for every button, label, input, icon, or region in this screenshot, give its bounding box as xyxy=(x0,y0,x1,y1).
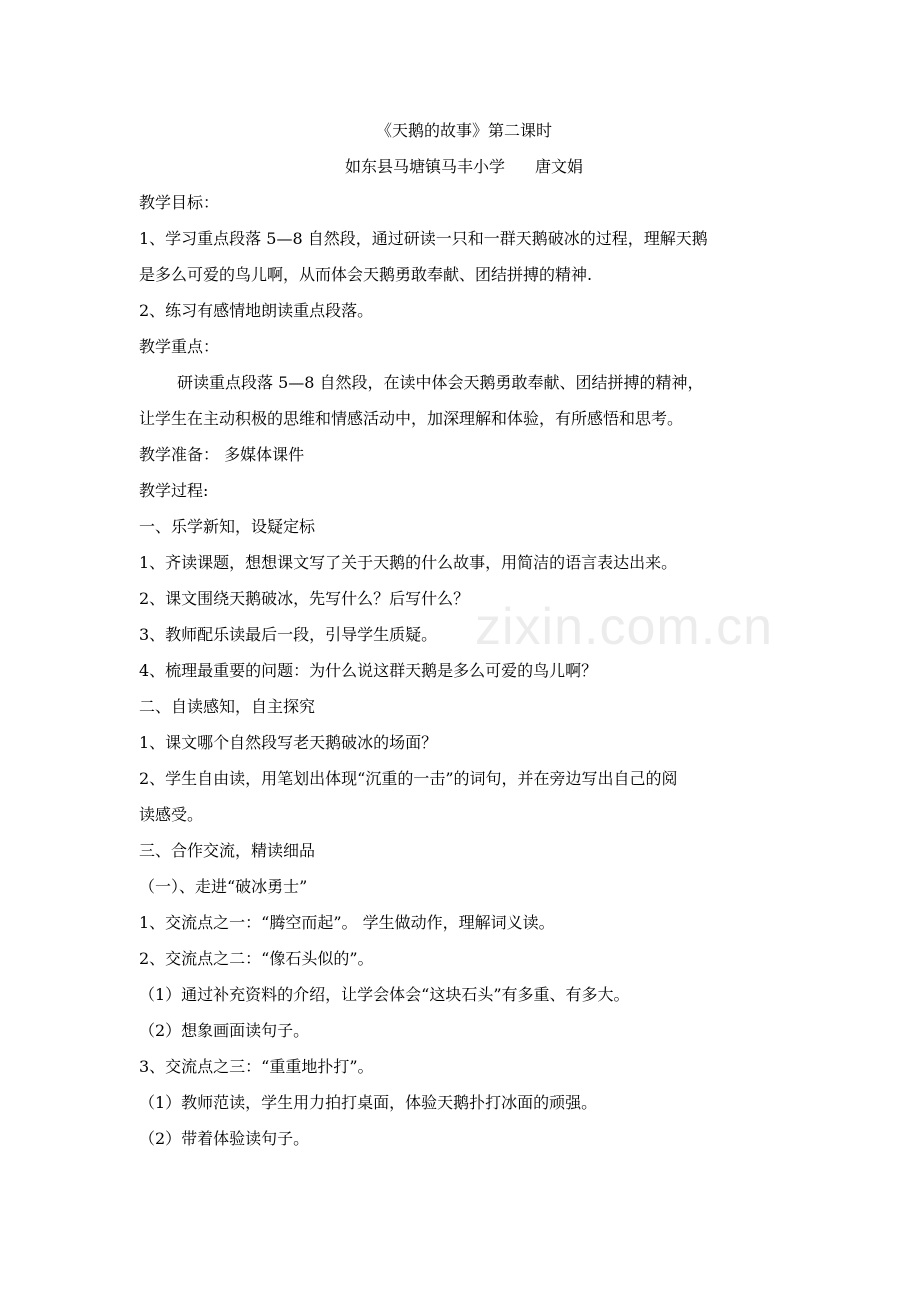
section-2-item-2-line-1: 2、学生自由读，用笔划出体现“沉重的一击”的词句，并在旁边写出自己的阅 xyxy=(139,769,678,788)
heading-key-points: 教学重点： xyxy=(139,337,220,356)
section-3-heading: 三、合作交流，精读细品 xyxy=(139,841,316,860)
document-title: 《天鹅的故事》第二课时 xyxy=(375,121,552,140)
key-points-line-1: 研读重点段落 5—8 自然段，在读中体会天鹅勇敢奉献、团结拼搏的精神， xyxy=(177,373,704,392)
section-2-item-1: 1、课文哪个自然段写老天鹅破冰的场面？ xyxy=(139,733,438,752)
section-1-heading: 一、乐学新知，设疑定标 xyxy=(139,517,316,536)
heading-process: 教学过程: xyxy=(139,481,209,500)
watermark: zixin.com.cn xyxy=(475,598,774,656)
heading-preparation: 教学准备： 多媒体课件 xyxy=(139,445,305,464)
objective-1-line-2: 是多么可爱的鸟儿啊，从而体会天鹅勇敢奉献、团结拼搏的精神. xyxy=(139,265,593,284)
author-name: 唐文娟 xyxy=(535,157,584,176)
section-2-item-2-line-2: 读感受。 xyxy=(139,805,204,824)
exchange-point-3-sub-2: （2）带着体验读句子。 xyxy=(139,1129,310,1148)
heading-objectives: 教学目标： xyxy=(139,193,220,212)
author-line xyxy=(139,149,789,185)
section-2-heading: 二、自读感知，自主探究 xyxy=(139,697,316,716)
exchange-point-3: 3、交流点之三：“重重地扑打”。 xyxy=(139,1057,374,1076)
exchange-point-2-sub-1: （1）通过补充资料的介绍，让学会体会“这块石头”有多重、有多大。 xyxy=(139,985,630,1004)
section-1-item-1: 1、齐读课题，想想课文写了关于天鹅的什么故事，用简洁的语言表达出来。 xyxy=(139,553,678,572)
section-1-item-3: 3、教师配乐读最后一段，引导学生质疑。 xyxy=(139,625,438,644)
section-1-item-4: 4、梳理最重要的问题：为什么说这群天鹅是多么可爱的鸟儿啊？ xyxy=(139,661,598,680)
objective-1-line-1: 1、学习重点段落 5—8 自然段，通过研读一只和一群天鹅破冰的过程，理解天鹅 xyxy=(139,229,708,248)
document-body xyxy=(139,113,789,1157)
section-1-item-2: 2、课文围绕天鹅破冰，先写什么？后写什么？ xyxy=(139,589,470,608)
exchange-point-3-sub-1: （1）教师范读，学生用力拍打桌面，体验天鹅扑打冰面的顽强。 xyxy=(139,1093,598,1112)
subsection-1-heading: （一）、走进“破冰勇士” xyxy=(139,877,308,896)
author-school: 如东县马塘镇马丰小学 xyxy=(344,157,505,176)
exchange-point-1: 1、交流点之一：“腾空而起”。 学生做动作，理解词义读。 xyxy=(139,913,555,932)
exchange-point-2: 2、交流点之二：“像石头似的”。 xyxy=(139,949,374,968)
key-points-line-2: 让学生在主动积极的思维和情感活动中，加深理解和体验，有所感悟和思考。 xyxy=(139,409,684,428)
exchange-point-2-sub-2: （2）想象画面读句子。 xyxy=(139,1021,310,1040)
objective-2: 2、练习有感情地朗读重点段落。 xyxy=(139,301,374,320)
